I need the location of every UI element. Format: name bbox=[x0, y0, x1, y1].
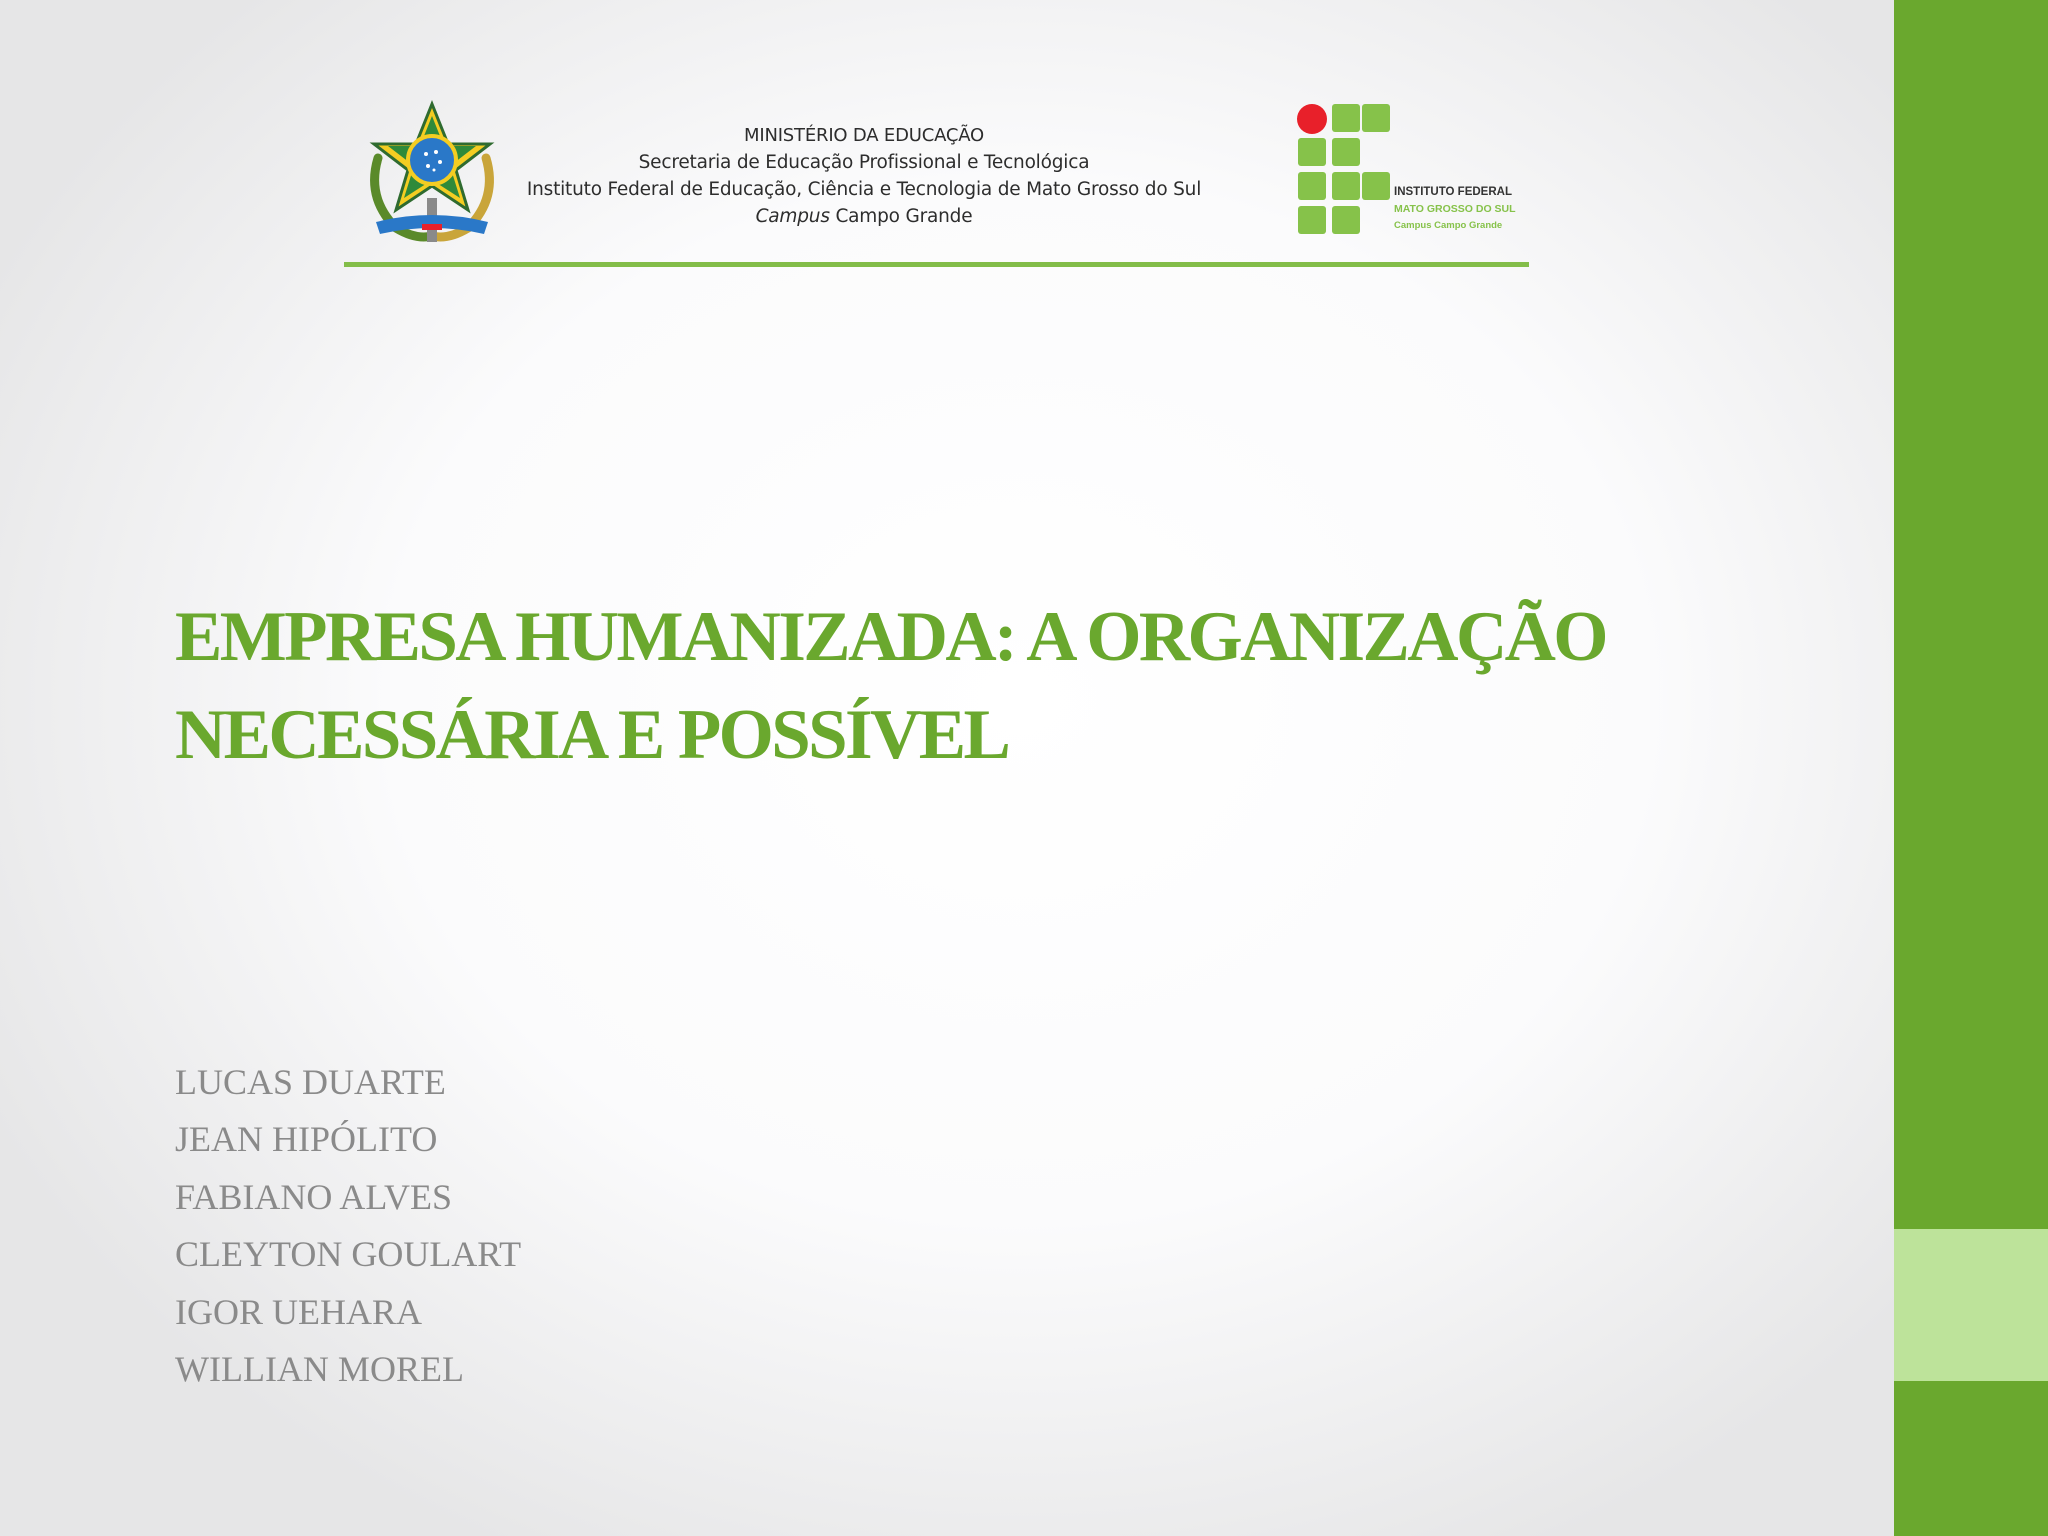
author-name: LUCAS DUARTE bbox=[175, 1062, 446, 1102]
secretariat-name: Secretaria de Educação Profissional e Tecnológica bbox=[638, 152, 1090, 173]
author-name: FABIANO ALVES bbox=[175, 1176, 453, 1217]
author-name: JEAN HIPÓLITO bbox=[175, 1119, 438, 1160]
slide-title bbox=[175, 588, 1735, 784]
logo-text-line1: INSTITUTO FEDERAL bbox=[1394, 186, 1512, 198]
header-band bbox=[344, 92, 1529, 272]
side-accent bbox=[1894, 1229, 2048, 1381]
ministry-text bbox=[524, 122, 1204, 230]
author-list bbox=[175, 1054, 521, 1398]
institute-name: Instituto Federal de Educação, Ciência e Tecnologia de Mato Grosso do Sul bbox=[526, 179, 1202, 200]
logo-text-line2: MATO GROSSO DO SUL bbox=[1394, 203, 1516, 215]
author-name: CLEYTON GOULART bbox=[175, 1234, 522, 1275]
logo-text-line3: Campus Campo Grande bbox=[1394, 220, 1503, 231]
campus-city: Campo Grande bbox=[829, 206, 973, 227]
ministry-name: MINISTÉRIO DA EDUCAÇÃO bbox=[744, 125, 984, 146]
campus-name bbox=[524, 203, 1204, 230]
title-line-1: EMPRESA HUMANIZADA: A ORGANIZAÇÃO bbox=[175, 598, 1606, 676]
author-name: IGOR UEHARA bbox=[175, 1291, 422, 1332]
coat-of-arms-icon bbox=[356, 98, 508, 250]
author-name: WILLIAN MOREL bbox=[175, 1349, 464, 1390]
header-divider bbox=[344, 262, 1529, 267]
title-line-2: NECESSÁRIA E POSSÍVEL bbox=[175, 696, 1009, 774]
instituto-federal-logo bbox=[1296, 104, 1526, 244]
campus-word: Campus bbox=[755, 206, 830, 227]
